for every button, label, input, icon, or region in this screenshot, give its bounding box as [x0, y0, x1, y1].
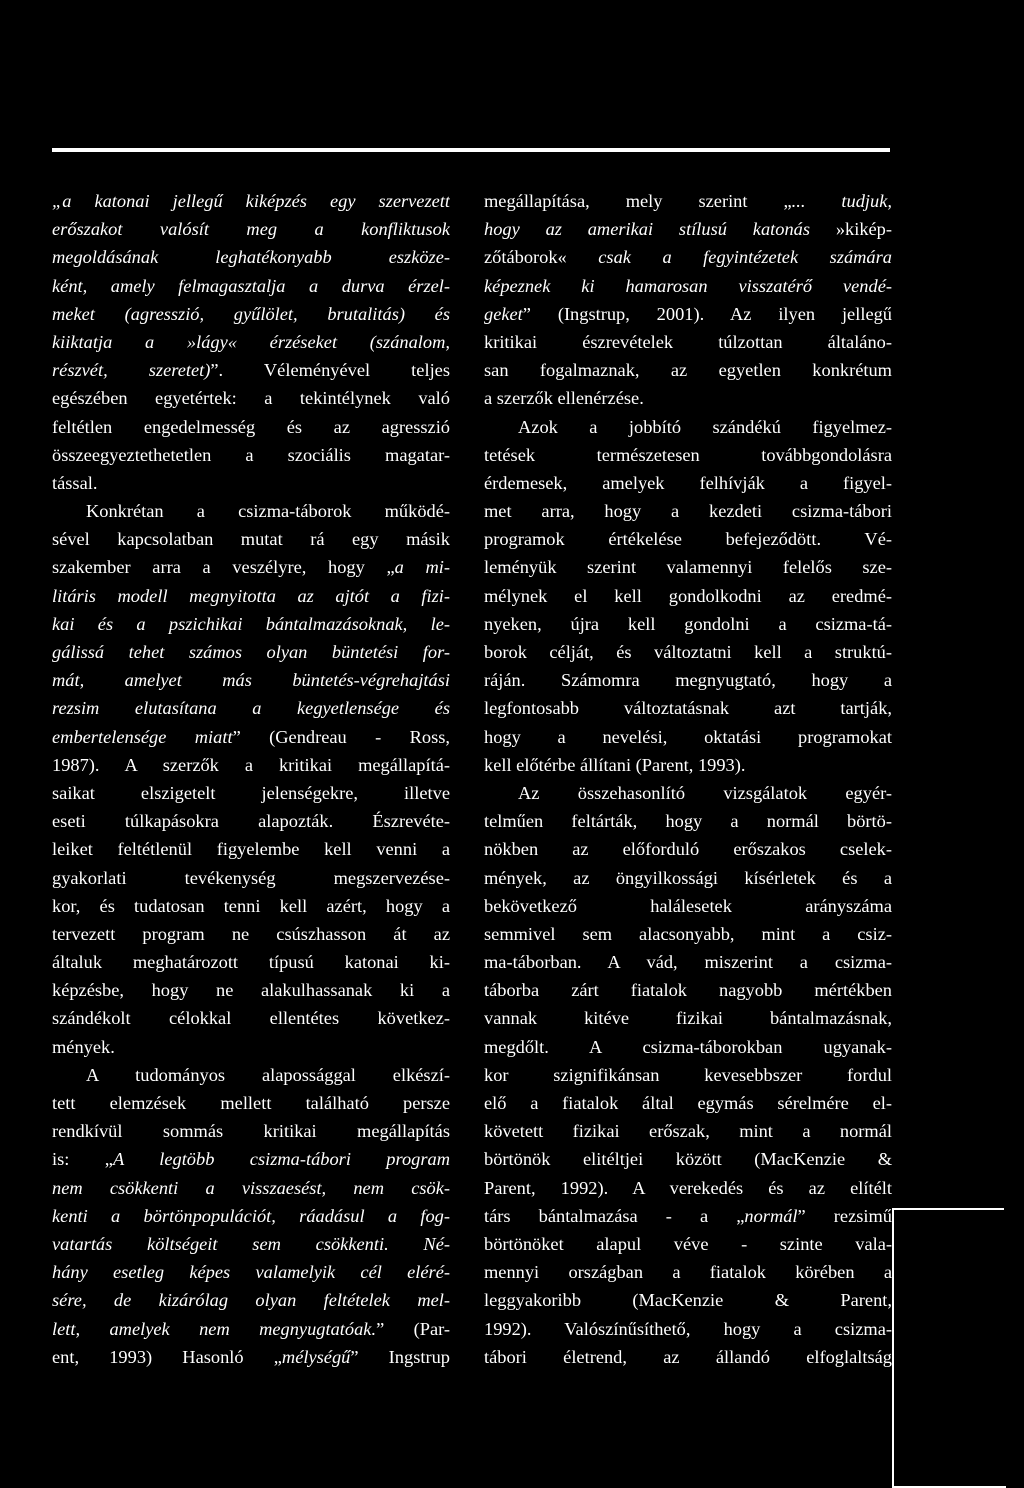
italic-text: normál — [744, 1205, 798, 1226]
text-line — [484, 272, 892, 300]
body-text: leggyakoribb (MacKenzie & Parent, — [484, 1290, 892, 1311]
text-line — [484, 694, 892, 722]
text-line — [484, 553, 892, 581]
margin-frame — [892, 1208, 1004, 1488]
body-text: mények, az öngyilkossági kísérletek és a — [484, 867, 892, 888]
text-line — [484, 384, 892, 412]
text-line — [484, 243, 892, 271]
text-line — [484, 525, 892, 553]
body-text: ” (Ingstrup, 2001). Az ilyen jellegű — [522, 303, 892, 324]
body-text: met arra, hogy a kezdeti csizma-tábori — [484, 501, 892, 522]
body-text: eseti túlkapásokra alapozták. Észrevéte- — [52, 811, 450, 832]
text-line — [52, 300, 450, 328]
body-text: feltétlen engedelmesség és az agresszió — [52, 416, 450, 437]
text-line — [484, 1174, 892, 1202]
text-line — [52, 948, 450, 976]
italic-text: ... tudjuk, — [791, 191, 892, 211]
body-text: ” Ingstrup — [350, 1346, 450, 1367]
text-line — [52, 610, 450, 638]
text-line — [52, 497, 450, 525]
body-text: általuk meghatározott típusú katonai ki- — [52, 952, 450, 973]
italic-text: geket — [484, 303, 523, 324]
text-line — [484, 723, 892, 751]
text-line — [484, 1117, 892, 1145]
body-text: társ bántalmazása - a „ — [484, 1205, 745, 1226]
body-text: zőtáborok« — [484, 247, 567, 268]
italic-text: képeznek ki hamarosan visszatérő vendé- — [484, 275, 892, 296]
left-column — [52, 187, 450, 1371]
text-line — [484, 300, 892, 328]
body-text: telműen feltárták, hogy a normál börtö- — [484, 811, 892, 832]
text-line — [52, 638, 450, 666]
body-text: saikat elszigetelt jelenségekre, illetve — [52, 782, 450, 803]
body-text: 1992). Valószínűsíthető, hogy a csizma- — [484, 1318, 892, 1339]
italic-text: vatartás költségeit sem csökkenti. Né- — [52, 1233, 450, 1254]
body-text: megállapítása, mely szerint „ — [484, 191, 792, 211]
text-line — [484, 779, 892, 807]
italic-text: litáris modell megnyitotta az ajtót a fizi- — [52, 585, 450, 606]
text-line — [52, 807, 450, 835]
body-text: Azok a jobbító szándékú figyelmez- — [518, 416, 892, 437]
body-text: mélynek el kell gondolkodni az eredmé- — [484, 585, 892, 606]
body-text: tervezett program ne csúszhasson át az — [52, 923, 450, 944]
text-line — [52, 215, 450, 243]
body-text: borok célját, és változtatni kell a struktú- — [484, 642, 892, 662]
text-line — [52, 694, 450, 722]
text-line — [484, 1145, 892, 1173]
body-text: követett fizikai erőszak, mint a normál — [484, 1121, 892, 1142]
text-line — [484, 610, 892, 638]
body-text: mennyi országban a fiatalok körében a — [484, 1262, 892, 1283]
italic-text: nem csökkenti a visszaesést, nem csök- — [52, 1177, 450, 1198]
text-line — [484, 215, 892, 243]
body-text: ”. Véleményével teljes — [210, 360, 450, 381]
text-line — [484, 1315, 892, 1343]
text-line — [484, 666, 892, 694]
text-line — [484, 1258, 892, 1286]
body-text: vannak kitéve fizikai bántalmazásnak, — [484, 1008, 892, 1029]
body-text: börtönöket alapul véve - szinte vala- — [484, 1233, 892, 1254]
body-text: szakember arra a veszélyre, hogy „ — [52, 557, 395, 578]
body-text: kritikai észrevételek túlzottan általáno- — [484, 331, 892, 352]
italic-text: rezsim elutasítana a kegyetlensége és — [52, 698, 450, 719]
body-text: gyakorlati tevékenység megszervezése- — [52, 867, 450, 888]
body-text: semmivel sem alacsonyabb, mint a csiz- — [484, 923, 892, 944]
text-line — [52, 525, 450, 553]
italic-text: gálissá tehet számos olyan büntetési for- — [52, 642, 450, 662]
italic-text: embertelensége miatt — [52, 726, 233, 747]
text-line — [52, 892, 450, 920]
text-line — [52, 1004, 450, 1032]
body-text: ráján. Számomra megnyugtató, hogy a — [484, 670, 892, 691]
text-line — [484, 807, 892, 835]
text-line — [484, 1033, 892, 1061]
text-line — [52, 723, 450, 751]
text-line — [484, 497, 892, 525]
italic-text: A legtöbb csizma-tábori program — [112, 1149, 450, 1170]
text-line — [52, 384, 450, 412]
text-line — [52, 751, 450, 779]
body-text: egészében egyetértek: a tekintélynek való — [52, 388, 450, 409]
text-line — [52, 1145, 450, 1173]
text-line — [52, 1230, 450, 1258]
text-line — [484, 1089, 892, 1117]
italic-text: mélységű — [281, 1346, 351, 1367]
text-line — [484, 638, 892, 666]
body-text: ” (Par- — [376, 1318, 450, 1339]
body-text: leményük szerint valamennyi felelős sze- — [484, 557, 892, 578]
body-text: leiket feltétlenül figyelembe kell venni a — [52, 839, 450, 860]
body-text: legfontosabb változtatásnak azt tartják, — [484, 698, 892, 719]
text-line — [52, 356, 450, 384]
body-text: programok értékelése befejeződött. Vé- — [484, 529, 892, 550]
text-line — [52, 1258, 450, 1286]
italic-text: sére, de kizárólag olyan feltételek mel- — [52, 1290, 450, 1311]
text-line — [52, 187, 450, 215]
body-text: összeegyeztethetetlen a szociális magatar- — [52, 444, 450, 465]
body-text: bekövetkező halálesetek arányszáma — [484, 895, 892, 916]
body-text: ma-táborban. A vád, miszerint a csizma- — [484, 952, 892, 973]
text-line — [52, 328, 450, 356]
body-text: nyeken, újra kell gondolni a csizma-tá- — [484, 613, 892, 634]
italic-text: meket (agresszió, gyűlölet, brutalitás) és — [52, 303, 450, 324]
text-line — [52, 1033, 450, 1061]
text-line — [52, 1061, 450, 1089]
text-line — [52, 553, 450, 581]
body-text: A tudományos alapossággal elkészí- — [86, 1064, 450, 1085]
italic-text: erőszakot valósít meg a konfliktusok — [52, 219, 450, 240]
body-text: kor szignifikánsan kevesebbszer fordul — [484, 1064, 892, 1085]
right-column — [484, 187, 892, 1371]
text-line — [52, 1174, 450, 1202]
body-text: ” (Gendreau - Ross, — [232, 726, 450, 747]
text-line — [52, 666, 450, 694]
text-line — [484, 413, 892, 441]
text-line — [484, 328, 892, 356]
body-text: Parent, 1992). A verekedés és az elítélt — [484, 1177, 892, 1198]
text-line — [52, 469, 450, 497]
text-line — [484, 1286, 892, 1314]
text-line — [484, 751, 892, 779]
text-line — [484, 1202, 892, 1230]
text-line — [52, 1117, 450, 1145]
top-rule — [52, 148, 890, 152]
text-line — [52, 779, 450, 807]
text-line — [484, 948, 892, 976]
italic-text: ként, amely felmagasztalja a durva érzel- — [52, 275, 450, 296]
text-line — [52, 976, 450, 1004]
italic-text: kai és a pszichikai bántalmazásoknak, le- — [52, 613, 450, 634]
text-line — [484, 582, 892, 610]
text-line — [52, 1202, 450, 1230]
text-line — [52, 1286, 450, 1314]
text-line — [484, 920, 892, 948]
body-text: mények. — [52, 1036, 115, 1057]
text-line — [484, 187, 892, 215]
text-line — [52, 413, 450, 441]
body-text: börtönök elitéltjei között (MacKenzie & — [484, 1149, 892, 1170]
body-text: ent, 1993) Hasonló „ — [52, 1346, 282, 1367]
text-line — [52, 243, 450, 271]
body-text: 1987). A szerzők a kritikai megállapítá- — [52, 754, 450, 775]
body-text: hogy a nevelési, oktatási programokat — [484, 726, 892, 747]
text-line — [52, 582, 450, 610]
text-line — [484, 356, 892, 384]
italic-text: megoldásának leghatékonyabb eszköze- — [52, 247, 450, 268]
text-line — [52, 1343, 450, 1371]
body-text: szándékolt célokkal ellentétes következ- — [52, 1008, 450, 1029]
body-text: ” rezsimű — [797, 1205, 892, 1226]
italic-text: kenti a börtönpopulációt, ráadásul a fog- — [52, 1205, 450, 1226]
text-line — [52, 441, 450, 469]
italic-text: csak a fegyintézetek számára — [566, 247, 892, 268]
body-text: san fogalmaznak, az egyetlen konkrétum — [484, 360, 892, 381]
body-text: tással. — [52, 472, 98, 493]
italic-text: hogy az amerikai stílusú katonás — [484, 219, 810, 240]
body-text: sével kapcsolatban mutat rá egy másik — [52, 529, 450, 550]
italic-text: részvét, szeretet) — [52, 360, 211, 381]
text-line — [484, 1061, 892, 1089]
italic-text: a mi- — [394, 557, 450, 578]
body-text: nökben az előforduló erőszakos cselek- — [484, 839, 892, 860]
text-line — [484, 441, 892, 469]
text-line — [484, 1004, 892, 1032]
body-text: tetések természetesen továbbgondolásra — [484, 444, 892, 465]
text-line — [484, 835, 892, 863]
body-text: kell előtérbe állítani (Parent, 1993). — [484, 754, 746, 775]
text-line — [52, 864, 450, 892]
text-line — [484, 1343, 892, 1371]
body-text: érdemesek, amelyek felhívják a figyel- — [484, 472, 892, 493]
text-line — [484, 892, 892, 920]
text-line — [484, 1230, 892, 1258]
body-text: Az összehasonlító vizsgálatok egyér- — [518, 782, 892, 803]
body-text: képzésbe, hogy ne alakulhassanak ki a — [52, 980, 450, 1001]
italic-text: mát, amelyet más büntetés-végrehajtási — [52, 670, 450, 691]
body-text: tábori életrend, az állandó elfoglaltság — [484, 1346, 892, 1367]
text-line — [52, 272, 450, 300]
body-text: is: „ — [52, 1149, 113, 1170]
body-text: »kikép- — [810, 219, 892, 240]
body-text: táborba zárt fiatalok nagyobb mértékben — [484, 980, 892, 1001]
text-line — [484, 864, 892, 892]
italic-text: kiiktatja a »lágy« érzéseket (szánalom, — [52, 331, 450, 352]
text-line — [52, 1089, 450, 1117]
text-line — [484, 976, 892, 1004]
text-line — [52, 1315, 450, 1343]
italic-text: hány esetleg képes valamelyik cél eléré- — [52, 1262, 450, 1283]
text-line — [484, 469, 892, 497]
body-text: Konkrétan a csizma-táborok működé- — [86, 501, 450, 522]
italic-text: „a katonai jellegű kiképzés egy szervezett — [52, 191, 450, 211]
body-text: kor, és tudatosan tenni kell azért, hogy a — [52, 895, 450, 916]
text-line — [52, 920, 450, 948]
text-line — [52, 835, 450, 863]
body-text: rendkívül sommás kritikai megállapítás — [52, 1121, 450, 1142]
body-text: tett elemzések mellett található persze — [52, 1093, 450, 1113]
italic-text: lett, amelyek nem megnyugtatóak. — [52, 1318, 377, 1339]
body-text: megdőlt. A csizma-táborokban ugyanak- — [484, 1036, 892, 1057]
body-text: a szerzők ellenérzése. — [484, 388, 644, 409]
body-text: elő a fiatalok által egymás sérelmére el- — [484, 1093, 892, 1113]
